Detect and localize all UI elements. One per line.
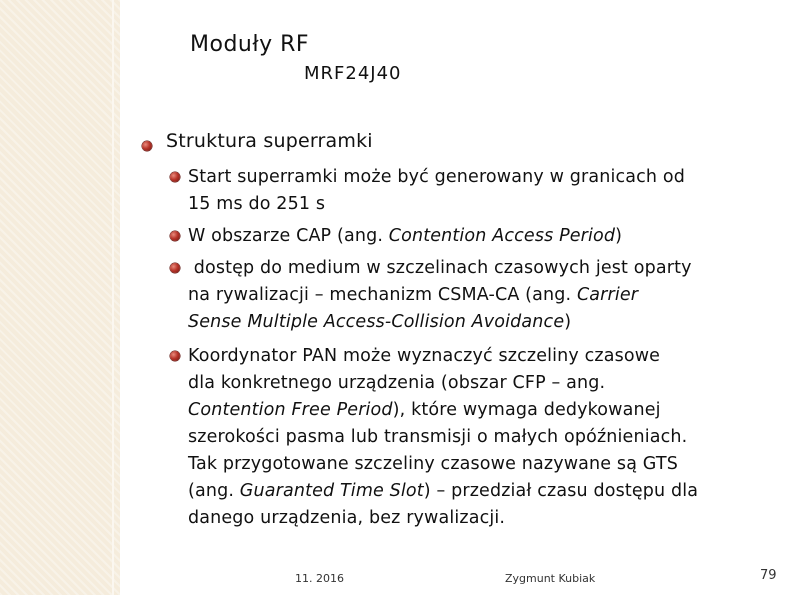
bullet-icon — [170, 231, 180, 241]
bullet-item-4-line-3-italic: Contention Free Period — [188, 400, 393, 420]
bullet-item-4-line-2: dla konkretnego urządzenia (obszar CFP – ang. — [188, 373, 606, 393]
bullet-icon — [170, 263, 180, 273]
bullet-item-1-line-1: Start superramki może być generowany w granicach od — [188, 167, 685, 187]
bullet-item-4-line-6-prefix: (ang. — [188, 481, 240, 501]
bullet-level1-text: Struktura superramki — [166, 130, 373, 152]
bullet-item-3-line-2 — [188, 282, 773, 309]
bullet-item-4-line-3 — [188, 397, 773, 424]
bullet-item-1-line-2: 15 ms do 251 s — [188, 194, 326, 214]
stripe-divider — [112, 0, 114, 595]
slide-title: Moduły RF — [190, 32, 310, 57]
bullet-item-3-line-2-text: na rywalizacji – mechanizm CSMA-CA (ang. — [188, 285, 577, 305]
bullet-item-4-line-6-italic: Guaranted Time Slot — [239, 481, 424, 501]
bullet-item-3-line-3-italic: Sense Multiple Access-Collision Avoidance — [188, 312, 565, 332]
page-number: 79 — [760, 568, 777, 583]
bullet-item-3-line-1: dostęp do medium w szczelinach czasowych jest oparty — [188, 258, 692, 278]
bullet-item-4-line-6-suffix: ) – przedział czasu dostępu dla — [423, 481, 699, 501]
bullet-item-4-line-4: szerokości pasma lub transmisji o małych opóźnieniach. — [188, 427, 688, 447]
bullet-icon — [142, 141, 152, 151]
slide-subtitle: MRF24J40 — [304, 63, 402, 84]
bullet-item-4-line-5: Tak przygotowane szczeliny czasowe nazywane są GTS — [188, 454, 678, 474]
bullet-item-3-line-3-suffix: ) — [564, 312, 572, 332]
bullet-item-3-line-2-italic: Carrier — [576, 285, 639, 305]
bullet-item-4-line-6 — [188, 478, 773, 505]
bullet-item-3-line-3 — [188, 309, 773, 336]
bullet-item-4-line-3-suffix: ), które wymaga dedykowanej — [392, 400, 661, 420]
bullet-item-3 — [188, 255, 773, 336]
decorative-side-stripe — [0, 0, 120, 595]
bullet-icon — [170, 172, 180, 182]
bullet-item-2-suffix: ) — [615, 226, 623, 246]
bullet-item-4-line-1: Koordynator PAN może wyznaczyć szczeliny czasowe — [188, 346, 661, 366]
bullet-item-1 — [188, 164, 773, 218]
bullet-item-2-text: W obszarze CAP (ang. — [188, 226, 389, 246]
bullet-item-4 — [188, 343, 773, 532]
footer-author: Zygmunt Kubiak — [505, 572, 596, 585]
bullet-item-4-line-7: danego urządzenia, bez rywalizacji. — [188, 508, 506, 528]
bullet-item-2 — [188, 223, 773, 250]
bullet-item-2-italic: Contention Access Period — [388, 226, 616, 246]
bullet-icon — [170, 351, 180, 361]
footer-date: 11. 2016 — [295, 572, 344, 585]
